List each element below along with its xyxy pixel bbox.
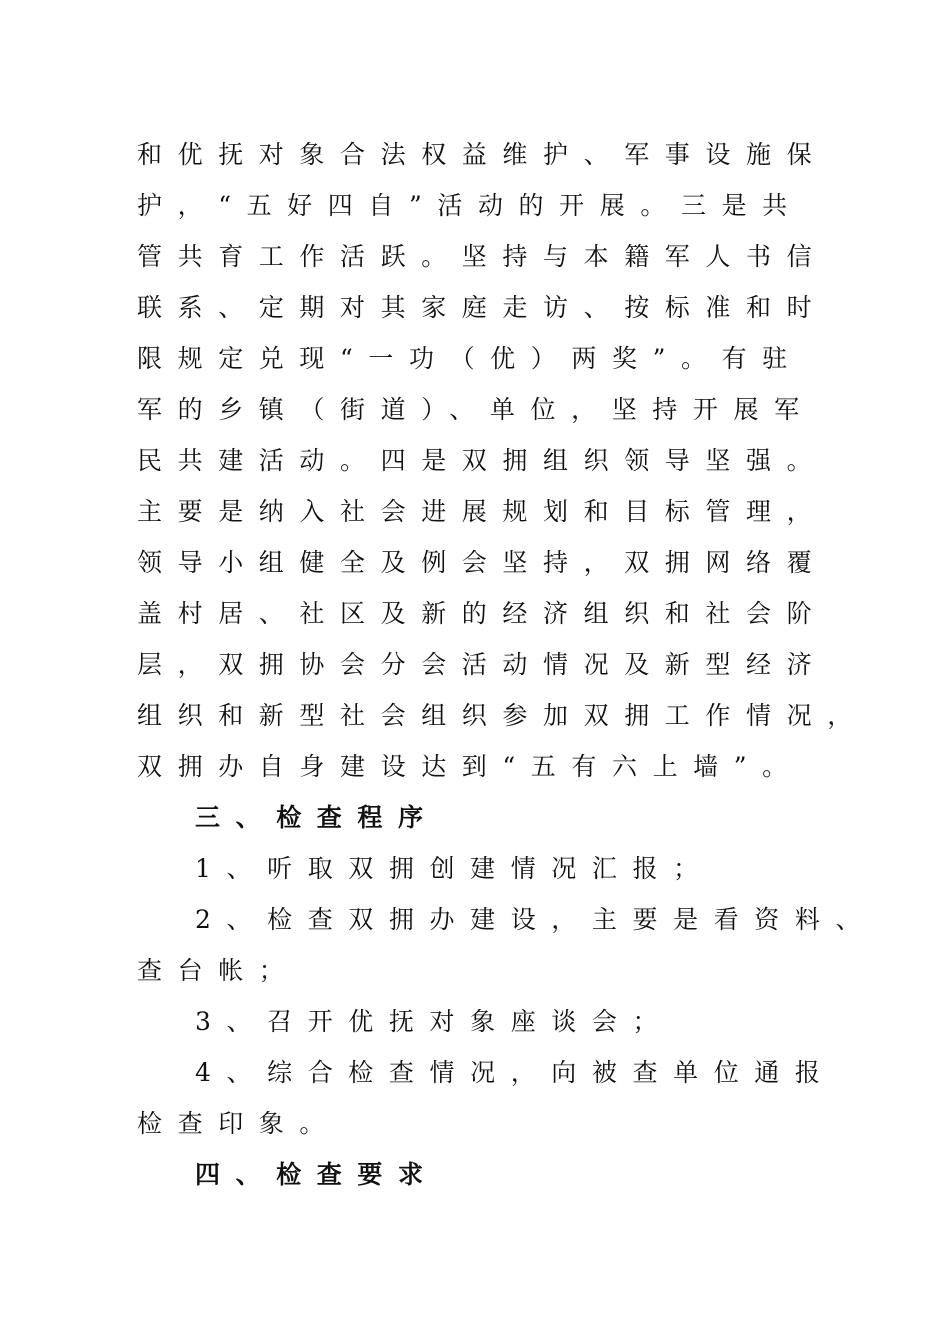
body-line: 军的乡镇（街道）、单位，坚持开展军 <box>137 395 815 424</box>
body-line: 组织和新型社会组织参加双拥工作情况， <box>137 701 868 730</box>
section-heading-inspection-procedure: 三、检查程序 <box>195 803 439 832</box>
body-line: 管共育工作活跃。坚持与本籍军人书信 <box>137 242 828 271</box>
section-heading-inspection-requirements: 四、检查要求 <box>195 1160 439 1189</box>
body-line: 盖村居、社区及新的经济组织和社会阶 <box>137 599 828 628</box>
body-line: 联系、定期对其家庭走访、按标准和时 <box>137 293 828 322</box>
body-line: 领导小组健全及例会坚持，双拥网络覆 <box>137 548 828 577</box>
body-line: 限规定兑现“一功（优）两奖”。有驻 <box>137 344 803 373</box>
procedure-step-3: 3、召开优抚对象座谈会； <box>195 1007 674 1036</box>
procedure-step-4-continued: 检查印象。 <box>137 1109 341 1138</box>
body-line: 双拥办自身建设达到“五有六上墙”。 <box>137 752 803 781</box>
body-line: 护，“五好四自”活动的开展。三是共 <box>137 191 803 220</box>
procedure-step-4: 4、综合检查情况，向被查单位通报 <box>195 1058 836 1087</box>
procedure-step-2: 2、检查双拥办建设，主要是看资料、 <box>195 905 877 934</box>
body-line: 民共建活动。四是双拥组织领导坚强。 <box>137 446 828 475</box>
procedure-step-2-continued: 查台帐； <box>137 956 300 985</box>
body-line: 主要是纳入社会进展规划和目标管理， <box>137 497 828 526</box>
procedure-step-1: 1、听取双拥创建情况汇报； <box>195 854 714 883</box>
body-line: 和优抚对象合法权益维护、军事设施保 <box>137 140 828 169</box>
body-line: 层，双拥协会分会活动情况及新型经济 <box>137 650 828 679</box>
